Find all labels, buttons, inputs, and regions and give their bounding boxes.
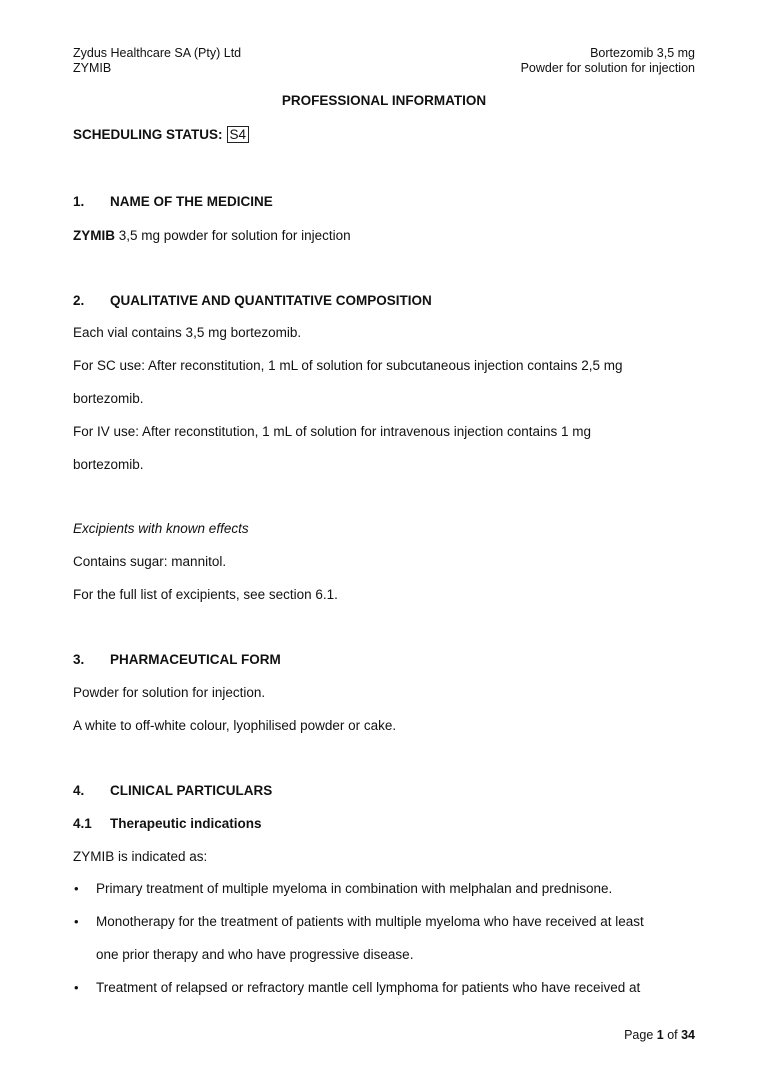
medicine-name-line [73,228,351,243]
medicine-name-rest: 3,5 mg powder for solution for injection [115,228,351,243]
bullet-icon: • [74,881,79,896]
scheduling-status [73,126,249,143]
scheduling-label: SCHEDULING STATUS: [73,127,223,142]
composition-line: For IV use: After reconstitution, 1 mL of solution for intravenous injection contains 1 mg [73,424,592,439]
composition-line: bortezomib. [73,457,144,472]
header-company: Zydus Healthcare SA (Pty) Ltd [73,46,242,60]
bullet-icon: • [74,914,79,929]
medicine-name-bold: ZYMIB [73,228,115,243]
page-current: 1 [656,1028,664,1042]
page-number [624,1028,695,1042]
section-1-number: 1. [73,194,85,209]
header-brand: ZYMIB [73,61,112,75]
form-line: Powder for solution for injection. [73,685,266,700]
composition-line: bortezomib. [73,391,144,406]
form-line: A white to off-white colour, lyophilised powder or cake. [73,718,397,733]
indication-item: Primary treatment of multiple myeloma in combination with melphalan and prednisone. [96,881,613,896]
section-2-number: 2. [73,293,85,308]
scheduling-value-box: S4 [227,126,250,143]
page-title: PROFESSIONAL INFORMATION [281,93,487,108]
composition-line: Each vial contains 3,5 mg bortezomib. [73,325,302,340]
subsection-4-1-number: 4.1 [73,816,92,831]
bullet-icon: • [74,980,79,995]
excipients-heading: Excipients with known effects [73,521,249,536]
header-product-strength: Bortezomib 3,5 mg [590,46,695,60]
excipients-line: Contains sugar: mannitol. [73,554,227,569]
section-4-number: 4. [73,783,85,798]
section-4-heading: CLINICAL PARTICULARS [110,783,273,798]
page-of-label: of [663,1028,682,1042]
section-3-number: 3. [73,652,85,667]
subsection-4-1-heading: Therapeutic indications [110,816,262,831]
indication-item: Monotherapy for the treatment of patients with multiple myeloma who have received at least [96,914,644,929]
section-2-heading: QUALITATIVE AND QUANTITATIVE COMPOSITION [110,293,432,308]
indications-intro: ZYMIB is indicated as: [73,849,208,864]
indication-item: Treatment of relapsed or refractory mantle cell lymphoma for patients who have received at [96,980,641,995]
header-product-form: Powder for solution for injection [520,61,695,75]
section-3-heading: PHARMACEUTICAL FORM [110,652,281,667]
page-label: Page [624,1028,657,1042]
composition-line: For SC use: After reconstitution, 1 mL of solution for subcutaneous injection contains 2,5 mg [73,358,623,373]
page-total: 34 [681,1028,695,1042]
excipients-line: For the full list of excipients, see section 6.1. [73,587,338,602]
section-1-heading: NAME OF THE MEDICINE [110,194,273,209]
indication-item-continued: one prior therapy and who have progressive disease. [96,947,414,962]
